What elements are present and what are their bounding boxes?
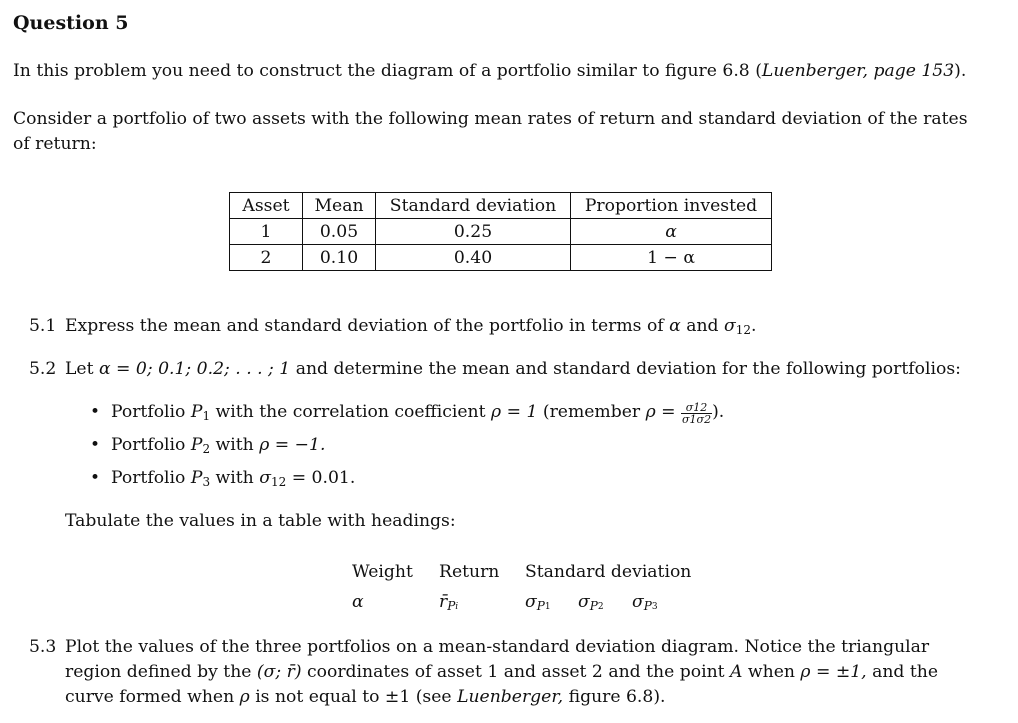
headings-table	[0, 562, 1018, 612]
p-index: 3	[651, 602, 658, 612]
intro-text-end: ).	[954, 61, 967, 81]
asset-table-header-row	[230, 193, 772, 219]
p-subscript: P	[643, 599, 652, 613]
question-title: Question 5	[13, 12, 129, 34]
p-subscript: P	[536, 599, 545, 613]
item-5-2-text: and determine the mean and standard deviation for the following portfolios:	[295, 359, 961, 379]
item-5-3-line-1: Plot the values of the three portfolios on a mean-standard deviation diagram. Notice the triangular	[65, 637, 930, 657]
cell-proportion: 1 − α	[571, 245, 772, 271]
sigma-subscript: 12	[735, 323, 752, 337]
let-word: Let	[65, 359, 94, 379]
line3-text-c: figure 6.8).	[568, 687, 666, 707]
cell-sd: 0.40	[376, 245, 571, 271]
sigma-symbol: σ	[724, 316, 736, 336]
and-word: and	[686, 316, 719, 336]
point-a-label: A	[730, 662, 743, 682]
correlation-text: with the correlation coefficient	[215, 402, 486, 422]
consider-line-1: Consider a portfolio of two assets with the following mean rates of return and standard deviation of the rates	[13, 109, 968, 129]
portfolio-symbol: P	[190, 402, 203, 422]
cell-sd: 0.25	[376, 219, 571, 245]
alpha-values: α = 0; 0.1; 0.2; . . . ; 1	[98, 359, 291, 379]
rbar-symbol: r̄	[439, 592, 448, 612]
tabulate-instruction: Tabulate the values in a table with headings:	[65, 511, 456, 531]
close-paren: ).	[712, 402, 725, 422]
bullet-text	[111, 466, 355, 495]
luenberger-reference: Luenberger,	[457, 687, 564, 707]
line3-text-b: is not equal to ±1 (see	[255, 687, 452, 707]
portfolio-word: Portfolio	[111, 468, 186, 488]
alpha-symbol: α	[669, 316, 681, 336]
portfolio-symbol: P	[190, 468, 203, 488]
heading-rbar	[439, 592, 458, 613]
sigma-subscript: 12	[270, 475, 287, 489]
header-standard-deviation: Standard deviation	[376, 193, 571, 219]
item-5-1-text: Express the mean and standard deviation of the portfolio in terms of	[65, 316, 664, 336]
item-5-3-line-2	[65, 660, 938, 685]
fraction-denominator: σ1σ2	[682, 413, 712, 426]
portfolio-subscript: 3	[202, 475, 211, 489]
item-number: 5.3	[29, 637, 57, 657]
sigma-symbol: σ	[259, 468, 271, 488]
portfolio-word: Portfolio	[111, 402, 186, 422]
cell-asset: 1	[230, 219, 303, 245]
heading-sigma-p3	[632, 592, 658, 613]
item-text	[65, 357, 961, 382]
sigma-symbol: σ	[578, 592, 590, 612]
item-text	[65, 314, 756, 343]
cell-mean: 0.05	[303, 219, 376, 245]
sigma-symbol: σ	[632, 592, 644, 612]
header-asset: Asset	[230, 193, 303, 219]
rbar-subscript: P	[447, 599, 456, 613]
cell-proportion: α	[571, 219, 772, 245]
remember-text: (remember	[542, 402, 641, 422]
heading-alpha: α	[352, 592, 364, 612]
line2-text-b: coordinates of asset 1 and asset 2 and the point	[307, 662, 725, 682]
cell-asset: 2	[230, 245, 303, 271]
bullet-icon: •	[90, 435, 101, 455]
item-number: 5.1	[29, 316, 57, 336]
portfolio-word: Portfolio	[111, 435, 186, 455]
table-row	[230, 219, 772, 245]
asset-table	[229, 192, 772, 271]
line2-text-c: when	[747, 662, 795, 682]
line2-text-d: and the	[872, 662, 939, 682]
heading-sigma-p1	[525, 592, 551, 613]
p-subscript: P	[589, 599, 598, 613]
period: .	[751, 316, 757, 336]
sigma-value: = 0.01.	[291, 468, 356, 488]
header-mean: Mean	[303, 193, 376, 219]
table-row	[230, 245, 772, 271]
intro-paragraph	[13, 59, 966, 84]
bullet-icon: •	[90, 402, 101, 422]
rho-equation: ρ = −1.	[259, 435, 326, 455]
rho-symbol: ρ =	[645, 402, 676, 422]
cell-mean: 0.10	[303, 245, 376, 271]
fraction-numerator: σ12	[681, 402, 712, 414]
coordinate-pair: (σ; r̄)	[256, 662, 302, 682]
rbar-subsubscript: i	[455, 602, 459, 612]
heading-sigma-p2	[578, 592, 604, 613]
bullet-text	[111, 400, 724, 429]
rho-equation: ρ = ±1,	[800, 662, 867, 682]
rho-equation: ρ = 1	[491, 402, 538, 422]
portfolio-symbol: P	[190, 435, 203, 455]
with-word: with	[215, 468, 254, 488]
line3-text-a: curve formed when	[65, 687, 235, 707]
portfolio-subscript: 1	[202, 409, 211, 423]
item-5-3-line-3	[65, 685, 666, 710]
heading-standard-deviation: Standard deviation	[525, 562, 692, 582]
heading-return: Return	[439, 562, 500, 582]
item-number: 5.2	[29, 359, 57, 379]
line2-text-a: region defined by the	[65, 662, 252, 682]
header-proportion-invested: Proportion invested	[571, 193, 772, 219]
intro-text: In this problem you need to construct the diagram of a portfolio similar to figure 6.8 (	[13, 61, 762, 81]
rho-symbol: ρ	[239, 687, 250, 707]
heading-weight: Weight	[352, 562, 413, 582]
with-word: with	[215, 435, 254, 455]
p-index: 2	[597, 602, 604, 612]
bullet-icon: •	[90, 468, 101, 488]
sigma-symbol: σ	[525, 592, 537, 612]
consider-line-2: of return:	[13, 134, 97, 154]
bullet-text	[111, 433, 325, 462]
rho-fraction	[681, 402, 712, 425]
portfolio-subscript: 2	[202, 442, 211, 456]
p-index: 1	[544, 602, 551, 612]
intro-reference: Luenberger, page 153	[761, 61, 955, 81]
